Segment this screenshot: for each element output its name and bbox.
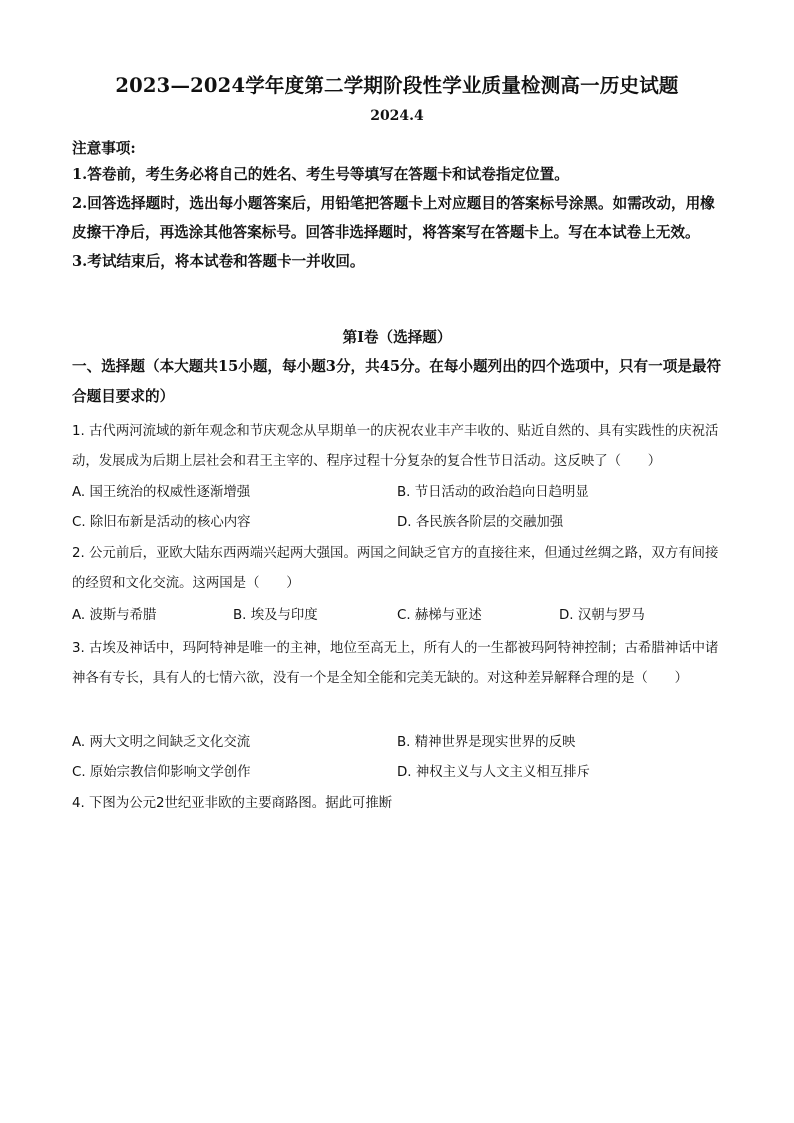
question-2-stem: 2. 公元前后，亚欧大陆东西两端兴起两大强国。两国之间缺乏官方的直接往来，但通过丝绸之路，双方有间接的经贸和文化交流。这两国是（ ） xyxy=(72,546,719,591)
notes-section xyxy=(72,138,724,276)
question-1-options xyxy=(72,508,724,538)
note-item-1: 1.答卷前，考生务必将自己的姓名、考生号等填写在答题卡和试卷指定位置。 xyxy=(72,166,569,183)
exam-date: 2024.4 xyxy=(370,108,424,124)
question-3-options xyxy=(72,758,724,788)
question-4-stem: 4. 下图为公元2世纪亚非欧的主要商路图。据此可推断 xyxy=(72,796,393,811)
note-item-3: 3.考试结束后，将本试卷和答题卡一并收回。 xyxy=(72,253,365,270)
question-1-stem: 1. 古代两河流域的新年观念和节庆观念从早期单一的庆祝农业丰产丰收的、贴近自然的、具有实践性的庆祝活动，发展成为后期上层社会和君王主宰的、程序过程十分复杂的复合性节日活动。这反映了（ ） xyxy=(72,424,719,469)
question-1-options xyxy=(72,478,724,508)
option-b: B. 埃及与印度 xyxy=(233,608,318,623)
option-d: D. 各民族各阶层的交融加强 xyxy=(397,515,564,530)
section-title: 第Ⅰ卷（选择题） xyxy=(342,329,452,346)
option-d: D. 神权主义与人文主义相互排斥 xyxy=(397,765,590,780)
exam-title: 2023—2024学年度第二学期阶段性学业质量检测高一历史试题 xyxy=(115,74,679,97)
option-d: D. 汉朝与罗马 xyxy=(559,608,645,623)
note-item-2: 2.回答选择题时，选出每小题答案后，用铅笔把答题卡上对应题目的答案标号涂黑。如需改动，用橡皮擦干净后，再选涂其他答案标号。回答非选择题时，将答案写在答题卡上。写在本试卷上无效。 xyxy=(72,195,715,241)
question-2-options xyxy=(72,601,724,631)
option-b: B. 节日活动的政治趋向日趋明显 xyxy=(397,485,589,500)
option-c: C. 原始宗教信仰影响文学创作 xyxy=(72,765,251,780)
question-3-stem: 3. 古埃及神话中，玛阿特神是唯一的主神，地位至高无上，所有人的一生都被玛阿特神控制；古希腊神话中诸神各有专长，具有人的七情六欲，没有一个是全知全能和完美无缺的。对这种差异解释合理的是（ ） xyxy=(72,641,719,686)
option-a: A. 国王统治的权威性逐渐增强 xyxy=(72,485,251,500)
option-a: A. 两大文明之间缺乏文化交流 xyxy=(72,735,251,750)
question-3-options xyxy=(72,728,724,758)
notes-heading: 注意事项: xyxy=(72,140,136,157)
option-a: A. 波斯与希腊 xyxy=(72,608,157,623)
section-instruction: 一、选择题（本大题共15小题，每小题3分，共45分。在每小题列出的四个选项中，只有一项是最符合题目要求的） xyxy=(72,358,722,405)
option-b: B. 精神世界是现实世界的反映 xyxy=(397,735,576,750)
option-c: C. 除旧布新是活动的核心内容 xyxy=(72,515,251,530)
option-c: C. 赫梯与亚述 xyxy=(397,608,482,623)
